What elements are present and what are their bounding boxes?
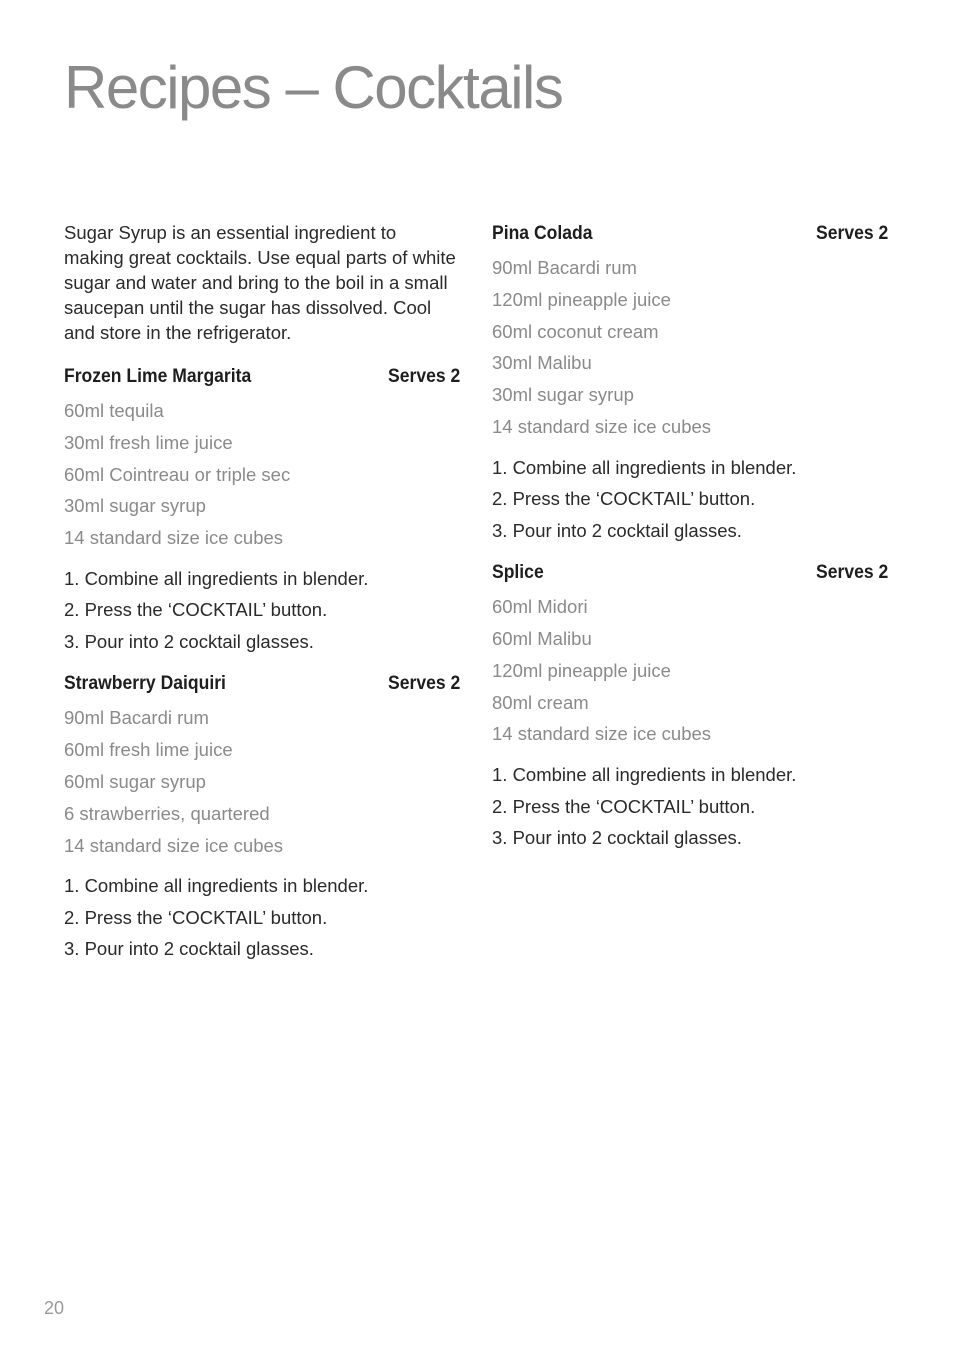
recipe-name: Frozen Lime Margarita [64,365,252,387]
ingredient-item: 60ml tequila [64,400,164,421]
step-item: 2. Press the ‘COCKTAIL’ button. [492,488,756,510]
ingredient-item: 60ml Cointreau or triple sec [64,463,291,485]
ingredient-item: 30ml fresh lime juice [64,431,233,453]
ingredient-list [492,252,888,443]
step-item: 1. Combine all ingredients in blender. [64,567,369,589]
ingredient-item: 60ml fresh lime juice [64,739,233,761]
recipe-header [492,220,888,246]
recipe-header [492,559,888,585]
ingredient-item: 14 standard size ice cubes [64,527,284,549]
ingredient-item: 60ml sugar syrup [64,771,206,793]
step-list [64,870,460,965]
ingredient-list [64,395,460,554]
ingredient-item: 14 standard size ice cubes [492,723,712,745]
ingredient-item: 60ml coconut cream [492,320,659,342]
sugar-syrup-intro: Sugar Syrup is an essential ingredient to making great cocktails. Use equal parts of white sugar and water and bring to the boil in a small saucepan until the sugar has dissolved. Cool and store in the refrigerator. [64,222,456,343]
step-item: 3. Pour into 2 cocktail glasses. [64,938,314,960]
ingredient-item: 14 standard size ice cubes [492,415,712,437]
ingredient-item: 60ml Malibu [492,628,592,650]
ingredient-list [64,702,460,861]
page-title: Recipes – Cocktails [64,54,563,121]
ingredient-item: 6 strawberries, quartered [64,802,270,824]
recipe-pina-colada [492,220,888,546]
ingredient-item: 90ml Bacardi rum [492,257,637,278]
recipe-serves: Serves 2 [387,365,460,387]
step-list [492,759,888,854]
recipe-serves: Serves 2 [815,222,888,244]
ingredient-item: 80ml cream [492,691,589,713]
ingredient-item: 14 standard size ice cubes [64,834,284,856]
step-item: 2. Press the ‘COCKTAIL’ button. [64,599,328,621]
ingredient-item: 90ml Bacardi rum [64,707,209,729]
step-item: 3. Pour into 2 cocktail glasses. [64,630,314,652]
step-item: 3. Pour into 2 cocktail glasses. [492,827,742,849]
step-item: 3. Pour into 2 cocktail glasses. [492,519,742,541]
left-column [64,220,460,978]
ingredient-list [492,591,888,750]
ingredient-item: 120ml pineapple juice [492,288,671,310]
ingredient-item: 30ml Malibu [492,352,592,374]
step-list [64,563,460,658]
recipe-strawberry-daiquiri [64,670,460,964]
step-item: 1. Combine all ingredients in blender. [64,875,369,897]
recipe-frozen-lime-margarita [64,363,460,657]
recipe-serves: Serves 2 [815,561,888,584]
ingredient-item: 60ml Midori [492,596,588,618]
step-item: 2. Press the ‘COCKTAIL’ button. [64,906,328,928]
recipe-serves: Serves 2 [387,672,460,695]
step-list [492,452,888,547]
recipe-header [64,363,460,389]
ingredient-item: 30ml sugar syrup [492,384,634,406]
recipe-name: Splice [492,561,544,584]
recipe-name: Pina Colada [492,222,593,244]
recipe-header [64,670,460,696]
page-number: 20 [44,1298,65,1318]
ingredient-item: 30ml sugar syrup [64,495,206,517]
recipe-splice [492,559,888,853]
step-item: 2. Press the ‘COCKTAIL’ button. [492,795,756,817]
ingredient-item: 120ml pineapple juice [492,659,671,681]
recipe-name: Strawberry Daiquiri [64,672,226,695]
right-column [492,220,888,867]
step-item: 1. Combine all ingredients in blender. [492,456,797,478]
step-item: 1. Combine all ingredients in blender. [492,764,797,786]
